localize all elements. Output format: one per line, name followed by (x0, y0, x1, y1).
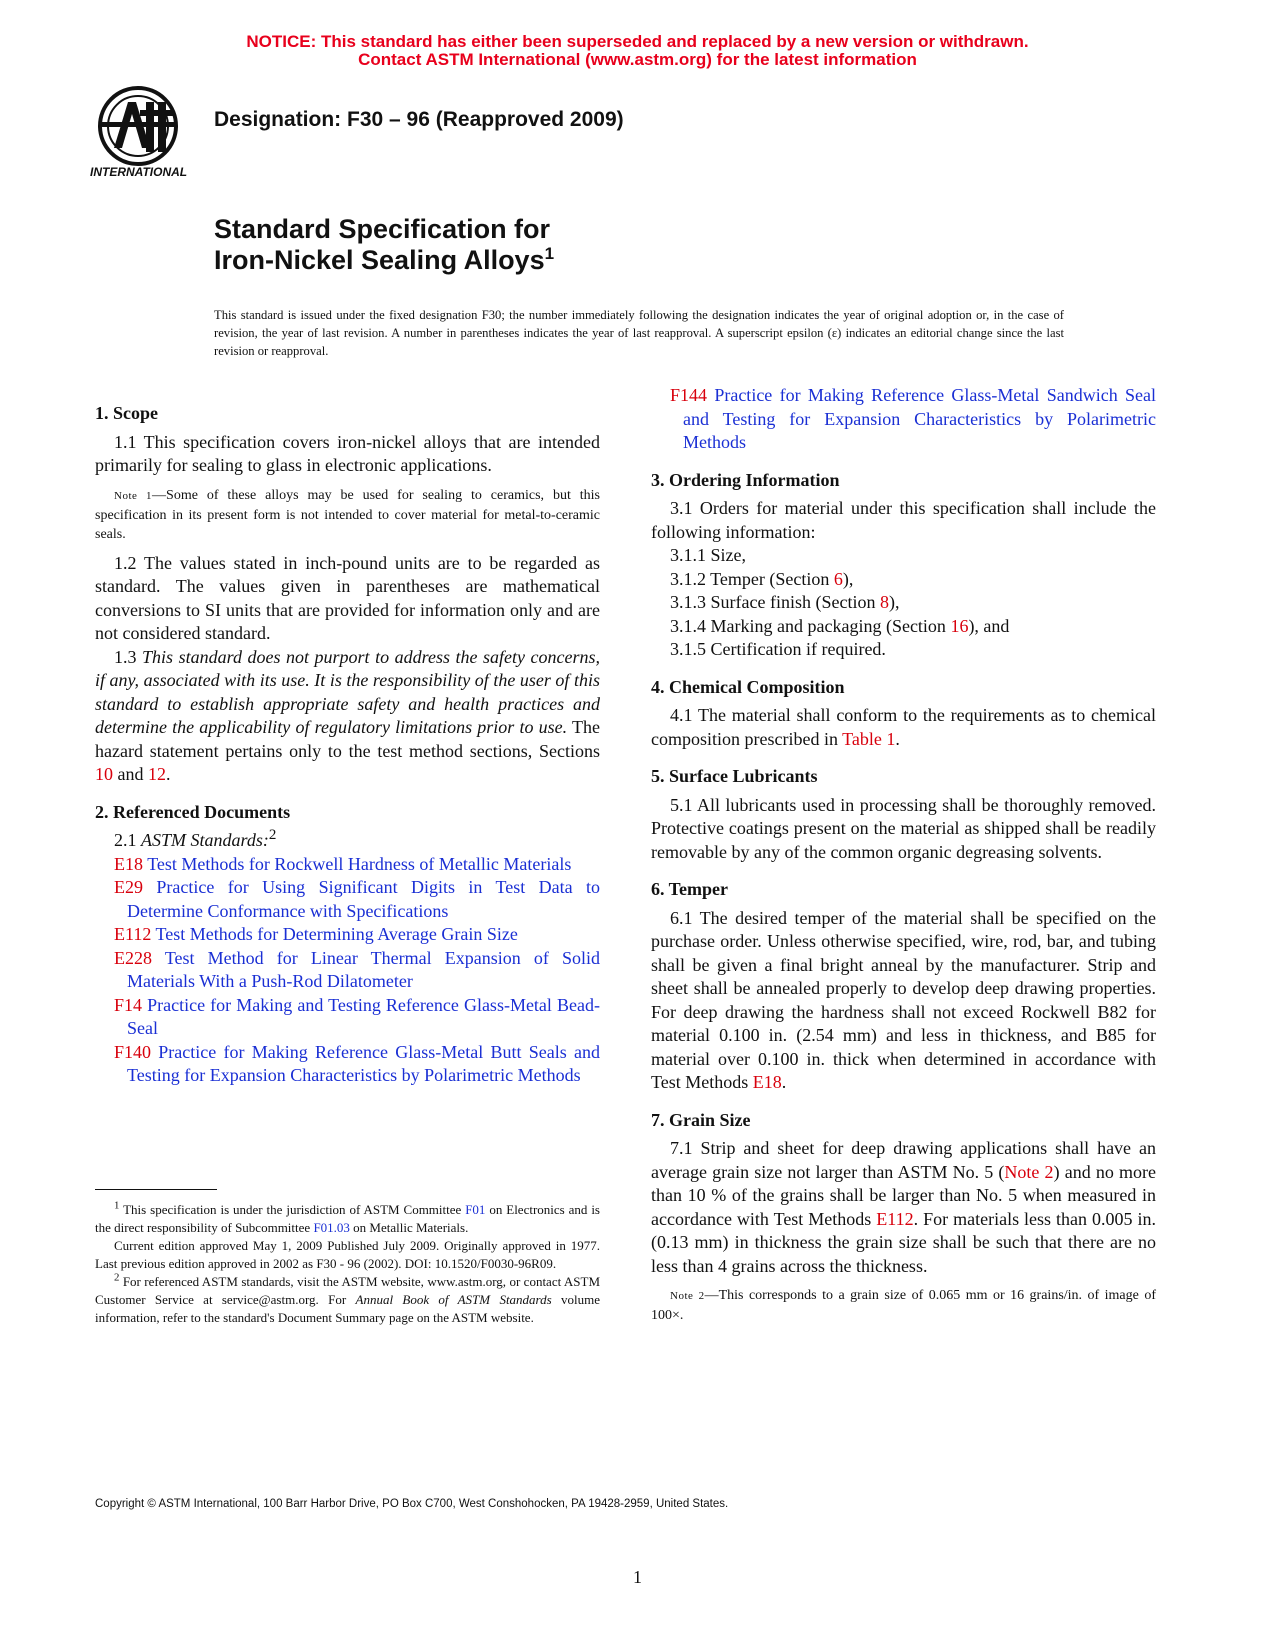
astm-logo (88, 84, 200, 186)
reference-code[interactable]: E112 (114, 924, 152, 944)
safety-statement: This standard does not purport to address the safety concerns, if any, associated with its use. It is the responsibility of the user of this standard to establish appropriate safety and health practices and determine the applicability of regulatory limitations prior to use. (95, 646, 601, 737)
text: . (895, 728, 900, 749)
text: ), (842, 568, 854, 589)
section-grain-size (651, 1109, 1156, 1326)
reference-code[interactable]: F144 (670, 385, 708, 405)
reference-item[interactable] (95, 923, 600, 947)
text: 3.1.3 Surface finish (Section (670, 592, 880, 612)
paragraph: 5.1 All lubricants used in processing shall be thoroughly removed. Protective coatings present on the material as shipped shall be readily removable by any of the common organic degreasing solvents. (651, 794, 1156, 862)
reference-title[interactable]: Test Methods for Determining Average Grain Size (155, 924, 518, 944)
left-column (95, 402, 600, 1102)
astm-logo-icon (88, 84, 200, 186)
reference-code[interactable]: F14 (114, 994, 143, 1015)
section-heading: 3. Ordering Information (651, 469, 840, 490)
paragraph-number: 1.3 (114, 646, 137, 667)
superseded-notice (0, 33, 1275, 69)
reference-link[interactable]: E18 (752, 1072, 782, 1092)
note-link[interactable]: Note 2 (1004, 1161, 1054, 1182)
paragraph: 1.2 The values stated in inch-pound units are to be regarded as standard. The values given in parentheses are mathematical conversions to SI units that are provided for information only and are not considered standard. (95, 552, 600, 643)
section-scope (95, 402, 600, 787)
paragraph-safety (95, 646, 600, 787)
reference-code[interactable]: E29 (114, 877, 143, 897)
section-surface-lubricants (651, 765, 1156, 864)
reference-code[interactable]: F140 (114, 1041, 152, 1062)
reference-item[interactable] (95, 994, 600, 1041)
text: 3.1.4 Marking and packaging (Section (670, 615, 951, 636)
reference-link[interactable]: E112 (876, 1208, 914, 1229)
footnote-number: 1 (114, 1199, 120, 1212)
list-item (651, 615, 1156, 639)
list-item (651, 591, 1156, 615)
notice-line-1: NOTICE: This standard has either been superseded and replaced by a new version or withdrawn. (246, 32, 1029, 51)
note-text: —This corresponds to a grain size of 0.065 mm or 16 grains/in. of image of 100×. (651, 1288, 1156, 1323)
note-text: —Some of these alloys may be used for sealing to ceramics, but this specification in its present form is not intended to cover material for metal-to-ceramic seals. (95, 487, 600, 542)
page-number: 1 (633, 1567, 642, 1587)
text: ), (888, 592, 900, 612)
astm-standards-label (95, 829, 600, 853)
section-heading: 4. Chemical Composition (651, 676, 845, 697)
subheading: ASTM Standards: (141, 830, 269, 850)
reference-title[interactable]: Practice for Making Reference Glass-Metal Sandwich Seal and Testing for Expansion Characteristics by Polarimetric Methods (683, 385, 1156, 452)
paragraph (651, 704, 1156, 751)
text: . For materials less than 0.005 in. (0.13 mm) in thickness the grain size shall be such that there are no less than 4 grains across the thickness. (651, 1208, 1157, 1276)
reference-continuation (651, 384, 1156, 455)
list-item: 3.1.5 Certification if required. (670, 639, 886, 659)
section-heading: 2. Referenced Documents (95, 801, 291, 822)
note-label: Note 1 (114, 489, 153, 502)
issuance-statement: This standard is issued under the fixed designation F30; the number immediately following the designation indicates the year of original adoption or, in the case of revision, the year of last revision. A number in parentheses indicates the year of last reapproval. A superscript epsilon (ε) indicates an editorial change since the last revision or reapproval. (214, 308, 1064, 358)
title-line-1: Standard Specification for (214, 214, 551, 244)
reference-title[interactable]: Practice for Making and Testing Reference Glass-Metal Bead-Seal (127, 994, 600, 1038)
reference-item[interactable] (651, 384, 1156, 455)
footnote-ref[interactable]: 2 (268, 827, 277, 843)
right-column (651, 384, 1156, 1339)
section-temper (651, 878, 1156, 1095)
text: 7.1 Strip and sheet for deep drawing applications shall have an average grain size not larger than ASTM No. 5 ( (651, 1138, 1156, 1182)
section-heading: 5. Surface Lubricants (651, 766, 818, 786)
paragraph: 3.1 Orders for material under this specification shall include the following information: (651, 498, 1156, 542)
list-item (651, 568, 1156, 592)
reference-title[interactable]: Test Method for Linear Thermal Expansion of Solid Materials With a Push-Rod Dilatometer (127, 947, 601, 991)
logo-text: INTERNATIONAL (90, 165, 188, 179)
text: 6.1 The desired temper of the material shall be specified on the purchase order. Unless otherwise specified, wire, rod, bar, and tubing shall be given a final bright anneal by the manufacturer. Strip and sheet shall be annealed properly to develop deep drawing properties. For deep drawing the hardness shall not exceed Rockwell B82 for material 0.100 in. (2.54 mm) and less in thickness, and B85 for material over 0.100 in. thick when determined in accordance with Test Methods (651, 907, 1156, 1092)
note-1 (95, 486, 600, 544)
section-heading: 6. Temper (651, 879, 729, 899)
footnotes (95, 1201, 600, 1327)
section-heading: 7. Grain Size (651, 1109, 751, 1130)
designation: Designation: F30 – 96 (Reapproved 2009) (214, 108, 624, 131)
section-ordering (651, 469, 1156, 662)
note-2 (651, 1286, 1156, 1325)
reference-item[interactable] (95, 947, 600, 994)
reference-item[interactable] (95, 1041, 600, 1088)
text: . (166, 764, 171, 784)
reference-code[interactable]: E18 (114, 853, 143, 874)
text: For referenced ASTM standards, visit the ASTM website, www.astm.org, or contact ASTM Customer Service at service@astm.org. For (95, 1274, 601, 1307)
footnote-number: 2 (114, 1271, 120, 1284)
section-referenced-documents (95, 801, 600, 1088)
footnote-1-edition: Current edition approved May 1, 2009 Published July 2009. Originally approved in 1977. Last previous edition approved in 2002 as F30 - 96 (2002). DOI: 10.1520/F0030-96R09. (95, 1238, 600, 1271)
section-link[interactable]: 10 (95, 764, 113, 784)
section-link[interactable]: 8 (879, 592, 889, 612)
text: on Metallic Materials. (349, 1220, 469, 1235)
reference-item[interactable] (95, 876, 600, 923)
copyright: Copyright © ASTM International, 100 Barr Harbor Drive, PO Box C700, West Conshohocken, PA 19428-2959, United States. (95, 1498, 729, 1510)
paragraph: 1.1 This specification covers iron-nickel alloys that are intended primarily for sealing to glass in electronic applications. (95, 431, 600, 475)
subcommittee-link[interactable]: F01.03 (313, 1220, 350, 1235)
title-footnote-ref[interactable]: 1 (544, 244, 555, 263)
text: . (781, 1072, 787, 1092)
section-link[interactable]: 16 (950, 615, 969, 636)
text: 4.1 The material shall conform to the requirements as to chemical composition prescribed in (651, 705, 1156, 749)
reference-code[interactable]: E228 (114, 947, 152, 968)
section-link[interactable]: 6 (833, 568, 843, 589)
title-line-2: Iron-Nickel Sealing Alloys (214, 245, 545, 275)
book-title: Annual Book of ASTM Standards (355, 1292, 552, 1307)
text: ), and (968, 615, 1010, 636)
paragraph (651, 1137, 1156, 1278)
text: volume information, refer to the standard's Document Summary page on the ASTM website. (95, 1292, 601, 1325)
footnote-divider (95, 1189, 217, 1190)
document-title (214, 214, 554, 276)
reference-title[interactable]: Practice for Using Significant Digits in Test Data to Determine Conformance with Specifications (127, 877, 600, 921)
list-item: 3.1.1 Size, (670, 545, 746, 565)
reference-title[interactable]: Practice for Making Reference Glass-Metal Butt Seals and Testing for Expansion Characteristics by Polarimetric Methods (127, 1041, 600, 1085)
section-heading: 1. Scope (95, 403, 158, 423)
committee-link[interactable]: F01 (465, 1202, 486, 1217)
reference-item[interactable] (95, 853, 600, 877)
paragraph (651, 907, 1156, 1095)
notice-line-2[interactable]: Contact ASTM International (www.astm.org) for the latest information (358, 50, 917, 69)
table-link[interactable]: Table 1 (842, 728, 896, 749)
text: on Electronics and is the direct responsibility of Subcommittee (95, 1202, 600, 1235)
paragraph-number: 2.1 (114, 830, 137, 850)
note-label: Note 2 (670, 1290, 705, 1302)
text: and (117, 764, 144, 784)
text: This specification is under the jurisdiction of ASTM Committee (123, 1202, 466, 1217)
section-link[interactable]: 12 (148, 764, 166, 784)
footnote-2 (95, 1273, 600, 1327)
reference-title[interactable]: Test Methods for Rockwell Hardness of Metallic Materials (147, 853, 572, 874)
text: The hazard statement pertains only to the test method sections, Sections (95, 717, 600, 761)
footnote-1 (95, 1201, 600, 1237)
text: ) and no more than 10 % of the grains shall be larger than No. 5 when measured in accordance with Test Methods (651, 1161, 1156, 1229)
text: 3.1.2 Temper (Section (670, 568, 834, 589)
section-chemical-composition (651, 676, 1156, 752)
